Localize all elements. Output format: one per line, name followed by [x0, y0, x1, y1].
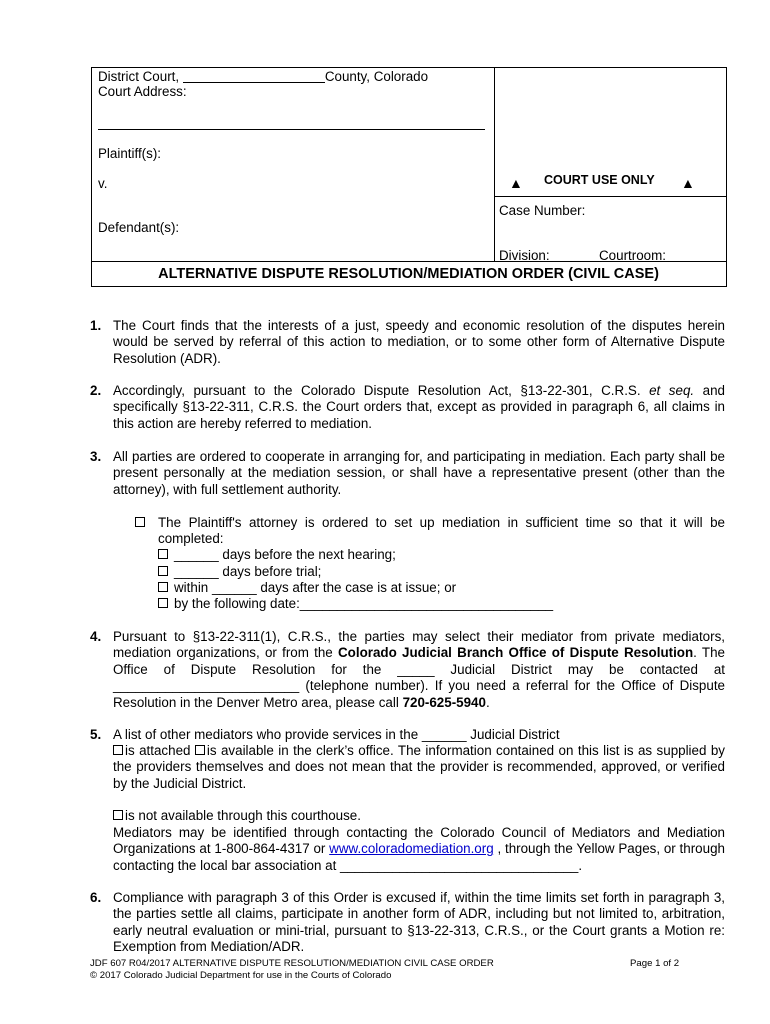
paragraph-5-list-options — [113, 743, 725, 792]
option-main-checkbox[interactable] — [135, 515, 151, 531]
checkbox-icon[interactable] — [113, 745, 123, 755]
paragraph-1-number: 1. — [90, 318, 102, 333]
caption-divider-vertical — [494, 67, 495, 261]
paragraph-6-text: Compliance with paragraph 3 of this Order is excused if, within the time limits set forth in paragraph 3, the parties settle all claims, participate in another form of ADR, including but not limited to, arbitration, early neutral evaluation or mini-trial, pursuant to §13-22-313, C.R.S., or the Court grants a Motion re: Exemption from Mediation/ADR. — [113, 890, 725, 955]
option-main-text: The Plaintiff's attorney is ordered to set up mediation in sufficient time so that it will be completed: — [158, 515, 725, 547]
county-suffix: County, Colorado — [324, 69, 429, 84]
coloradomediation-link[interactable]: www.coloradomediation.org — [329, 841, 494, 857]
checkbox-icon[interactable] — [158, 566, 168, 576]
denver-phone-number: 720-625-5940 — [402, 694, 486, 710]
case-number-label: Case Number: — [499, 203, 586, 218]
defendants-label: Defendant(s): — [98, 220, 180, 235]
paragraph-4-number: 4. — [90, 629, 102, 644]
triangle-left-icon: ▲ — [509, 175, 523, 191]
plaintiffs-label: Plaintiff(s): — [98, 146, 162, 161]
paragraph-2-text — [113, 383, 725, 432]
versus-label: v. — [98, 176, 108, 191]
court-use-only-label: COURT USE ONLY — [544, 173, 655, 187]
mediators-text-b: , through the Yellow Pages, or through contacting the local bar association at ________________________________. — [113, 841, 725, 873]
list-available-text: is available in the clerk’s office. The information contained on this list is as supplied by the providers themselves and does not mean that the provider is recommended, approved, or verified by the Judicial District. — [113, 743, 725, 791]
footer-copyright: © 2017 Colorado Judicial Department for use in the Courts of Colorado — [90, 970, 392, 981]
odr-office-name: Colorado Judicial Branch Office of Dispute Resolution — [338, 645, 694, 661]
list-not-available-text: is not available through this courthouse. — [125, 808, 361, 823]
paragraph-3-text: All parties are ordered to cooperate in arranging for, and participating in mediation. Each party shall be present personally at the mediation session, or shall have a representative present (other than the attorney), with full settlement authority. — [113, 449, 725, 497]
paragraph-4-period: . — [485, 694, 490, 710]
footer-form-id: JDF 607 R04/2017 ALTERNATIVE DISPUTE RESOLUTION/MEDIATION CIVIL CASE ORDER — [90, 958, 494, 969]
checkbox-icon[interactable] — [158, 582, 168, 592]
district-court-prefix: District Court, — [98, 69, 183, 84]
order-title: ALTERNATIVE DISPUTE RESOLUTION/MEDIATION ORDER (CIVIL CASE) — [158, 266, 659, 282]
checkbox-icon[interactable] — [158, 549, 168, 559]
courtroom-label: Courtroom: — [599, 248, 666, 263]
paragraph-4-text-b: . The Office of Dispute Resolution for the _____ Judicial District may be contacted at _________________________ (telephone number). If you need a referral for the Office of Dispute Resolution in the Denver Metro area, please call — [113, 645, 725, 710]
option-text: within ______ days after the case is at issue; or — [174, 580, 457, 595]
option-item[interactable] — [158, 580, 456, 596]
paragraph-2-et-seq: et seq. — [649, 383, 695, 398]
triangle-right-icon: ▲ — [681, 175, 695, 191]
option-text: by the following date:__________________________________ — [174, 596, 554, 611]
footer-page-number: Page 1 of 2 — [630, 958, 680, 969]
mediators-text-a: Mediators may be identified through contacting the Colorado Council of Mediators and Mediation Organizations at 1-800-864-4317 or — [113, 825, 725, 857]
checkbox-icon[interactable] — [158, 598, 168, 608]
paragraph-2-text-b: and specifically §13-22-311, C.R.S. the Court orders that, except as provided in paragraph 6, all claims in this action are hereby referred to mediation. — [113, 383, 725, 431]
paragraph-2-number: 2. — [90, 383, 102, 398]
paragraph-1-text: The Court finds that the interests of a just, speedy and economic resolution of the disputes herein would be served by referral of this action to mediation, or to some other form of Alternative Dispute Resolution (ADR). — [113, 318, 725, 366]
option-item[interactable] — [158, 547, 396, 563]
paragraph-5-not-available — [113, 808, 725, 824]
court-address-blank[interactable] — [98, 129, 485, 130]
checkbox-icon[interactable] — [135, 517, 145, 527]
county-blank[interactable] — [183, 82, 325, 83]
option-item[interactable] — [158, 596, 553, 612]
paragraph-5-intro: A list of other mediators who provide services in the ______ Judicial District — [113, 727, 560, 742]
caption-divider-court-use — [494, 196, 726, 197]
paragraph-5-mediators — [113, 825, 725, 874]
paragraph-3-number: 3. — [90, 449, 102, 464]
paragraph-5-number: 5. — [90, 727, 102, 742]
list-attached-text: is attached — [125, 743, 191, 758]
court-address-label: Court Address: — [98, 84, 187, 99]
paragraph-4-text-a: Pursuant to §13-22-311(1), C.R.S., the parties may select their mediator from private mediators, mediation organizations, or from the — [113, 629, 725, 661]
option-text: ______ days before trial; — [174, 564, 322, 579]
district-court-line — [98, 69, 428, 84]
checkbox-icon[interactable] — [195, 745, 205, 755]
paragraph-4-text — [113, 629, 725, 711]
option-text: ______ days before the next hearing; — [174, 547, 396, 562]
division-label: Division: — [499, 248, 550, 263]
paragraph-6-number: 6. — [90, 890, 102, 905]
option-item[interactable] — [158, 564, 321, 580]
checkbox-icon[interactable] — [113, 810, 123, 820]
paragraph-2-text-a: Accordingly, pursuant to the Colorado Dispute Resolution Act, §13-22-301, C.R.S. — [113, 383, 641, 398]
